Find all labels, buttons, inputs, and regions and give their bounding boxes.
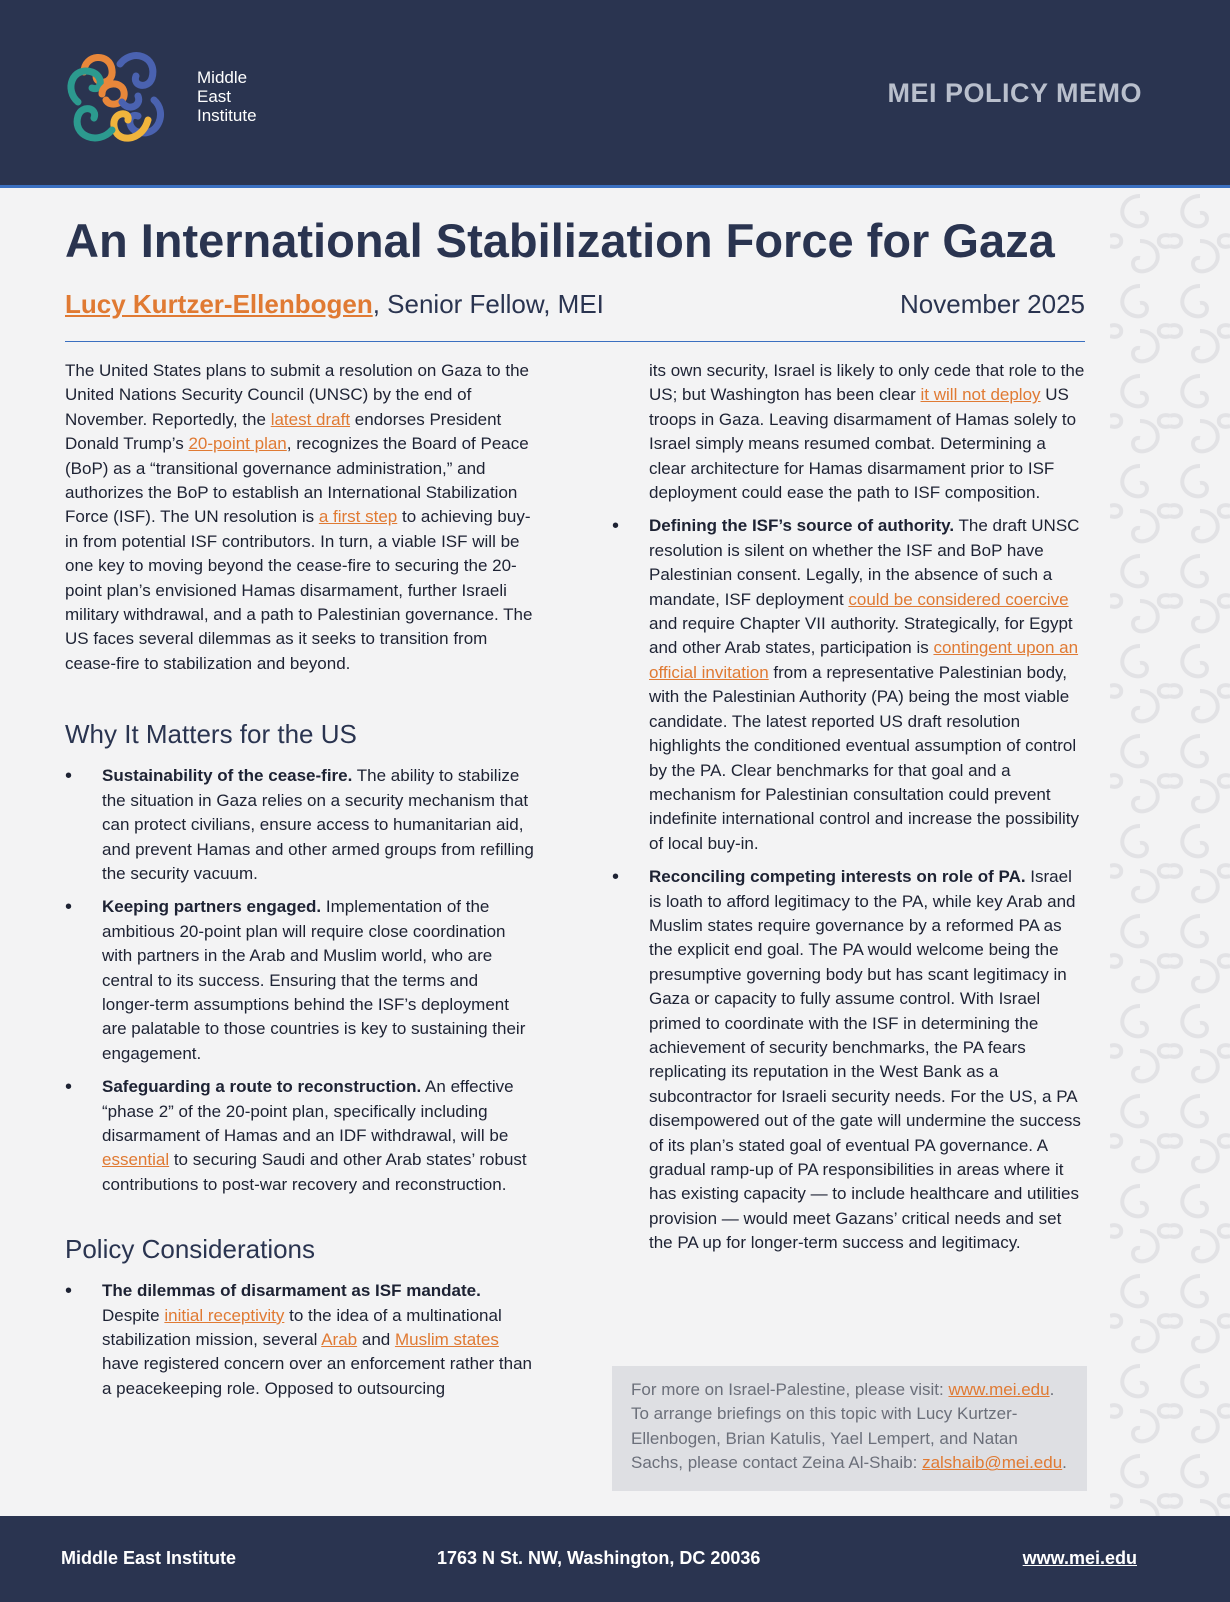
page-title: An International Stabilization Force for Gaza: [65, 214, 1055, 267]
info-text: .: [1062, 1453, 1067, 1473]
bullet-text: to the idea of a multinational stabilization mission, several: [102, 1305, 502, 1349]
twenty-point-plan-link[interactable]: 20-point plan: [188, 434, 287, 454]
bullet-text: to securing Saudi and other Arab states’ robust contributions to post-war recovery and reconstruction.: [102, 1150, 527, 1194]
bullet-lead: Reconciling competing interests on role of PA.: [649, 867, 1026, 887]
page-footer: [0, 1516, 1230, 1602]
bullet-text: Israel is loath to afford legitimacy to the PA, while key Arab and Muslim states require governance by a reformed PA as the explicit end goal. The PA would welcome being the presumptive governing body but has scant legitimacy in Gaza or capacity to fully assume control. With Israel primed to coordinate with the ISF in determining the achievement of security benchmarks, the PA fears replicating its reputation in the West Bank as a subcontractor for Israeli security needs. For the US, a PA disempowered out of the gate will undermine the success of its plan’s stated goal of eventual PA governance. A gradual ramp-up of PA responsibilities in areas where it has existing capacity — to include healthcare and utilities provision — would meet Gazans’ critical needs and set the PA up for longer-term success and legitimacy.: [649, 867, 1081, 1253]
bullet-text: and: [357, 1330, 395, 1349]
decorative-pattern-icon: [1110, 191, 1230, 1516]
bullet-lead: Sustainability of the cease-fire.: [102, 766, 353, 786]
logo-wordmark: [197, 68, 257, 125]
info-text: For more on Israel-Palestine, please visit:: [631, 1380, 949, 1399]
policy-list-continued: [612, 359, 1087, 1256]
latest-draft-link[interactable]: latest draft: [270, 409, 351, 429]
memo-label: MEI POLICY MEMO: [887, 78, 1142, 108]
initial-receptivity-link[interactable]: initial receptivity: [164, 1305, 285, 1325]
footer-address: 1763 N St. NW, Washington, DC 20036: [437, 1548, 761, 1568]
intro-text: endorses President Donald Trump’s: [65, 409, 502, 454]
list-item: [65, 1279, 535, 1401]
byline: [65, 287, 1085, 323]
logo-line: East: [197, 87, 232, 106]
left-column: [65, 359, 535, 1410]
bullet-lead: The dilemmas of disarmament as ISF mandate.: [102, 1281, 481, 1301]
why-list: [65, 764, 535, 1197]
logo-line: Middle: [197, 68, 248, 87]
list-item: [612, 514, 1087, 856]
intro-paragraph: [65, 359, 535, 676]
bullet-text: have registered concern over an enforcement rather than a peacekeeping role. Opposed to outsourcing: [102, 1354, 532, 1398]
list-item: [65, 895, 535, 1066]
section-heading-why: Why It Matters for the US: [65, 719, 357, 750]
bullet-lead: Safeguarding a route to reconstruction.: [102, 1077, 422, 1097]
bullet-text: its own security, Israel is likely to only cede that role to the US; but Washington has been clear: [649, 361, 1085, 405]
coercive-link[interactable]: could be considered coercive: [848, 589, 1069, 609]
list-item: [612, 359, 1087, 505]
official-invitation-link[interactable]: contingent upon an official invitation: [649, 638, 1079, 682]
will-not-deploy-link[interactable]: it will not deploy: [920, 385, 1041, 405]
bullet-text: Despite: [102, 1305, 165, 1325]
page-header: [0, 0, 1230, 188]
section-heading-policy: Policy Considerations: [65, 1234, 316, 1265]
list-item: [65, 764, 535, 886]
bullet-lead: Defining the ISF’s source of authority.: [649, 516, 955, 536]
right-column: [612, 359, 1087, 1265]
bullet-text: Implementation of the ambitious 20-point plan will require close coordination with partners in the Arab and Muslim world, who are central to its success. Ensuring that the terms and longer-term assumptions behind the ISF’s deployment are palatable to those countries is key to sustaining their engagement.: [102, 897, 526, 1063]
title-divider: [65, 341, 1085, 342]
publication-date: November 2025: [900, 289, 1085, 319]
bullet-text: An effective “phase 2” of the 20-point plan, specifically including disarmament of Hamas and an IDF withdrawal, will be: [102, 1077, 514, 1145]
footer-org: Middle East Institute: [61, 1548, 237, 1568]
bullet-text: The ability to stabilize the situation in Gaza relies on a security mechanism that can protect civilians, ensure access to humanitarian aid, and prevent Hamas and other armed groups from refilling the security vacuum.: [102, 766, 534, 883]
bullet-lead: Keeping partners engaged.: [102, 897, 322, 917]
intro-text: to achieving buy-in from potential ISF contributors. In turn, a viable ISF will be one key to moving beyond the cease-fire to securing the 20-point plan’s envisioned Hamas disarmament, further Israeli military withdrawal, and a path to Palestinian governance. The US faces several dilemmas as it seeks to transition from cease-fire to stabilization and beyond.: [65, 507, 533, 673]
bullet-text: from a representative Palestinian body, with the Palestinian Authority (PA) being the most viable candidate. The latest reported US draft resolution highlights the conditioned eventual assumption of control by the PA. Clear benchmarks for that goal and a mechanism for Palestinian consultation could prevent indefinite international control and increase the possibility of local buy-in.: [649, 662, 1079, 853]
contact-info-box: [612, 1366, 1087, 1491]
contact-email-link[interactable]: zalshaib@mei.edu: [922, 1453, 1063, 1473]
essential-link[interactable]: essential: [102, 1150, 170, 1170]
info-text: . To arrange briefings on this topic with Lucy Kurtzer-Ellenbogen, Brian Katulis, Yael Lempert, and Natan Sachs, please contact Zeina Al-Shaib:: [631, 1380, 1055, 1473]
author-link[interactable]: Lucy Kurtzer-Ellenbogen: [65, 289, 373, 319]
bullet-text: US troops in Gaza. Leaving disarmament of Hamas solely to Israel simply means resumed combat. Determining a clear architecture for Hamas disarmament prior to ISF deployment could ease the path to ISF composition.: [649, 385, 1077, 503]
intro-text: The United States plans to submit a resolution on Gaza to the United Nations Security Council (UNSC) by the end of November. Reportedly, the: [65, 361, 529, 429]
mei-website-link[interactable]: www.mei.edu: [948, 1380, 1050, 1399]
first-step-link[interactable]: a first step: [318, 507, 398, 527]
intro-text: , recognizes the Board of Peace (BoP) as a “transitional governance administration,” and authorizes the BoP to establish an International Stabilization Force (ISF). The UN resolution is: [65, 434, 529, 527]
list-item: [612, 865, 1087, 1256]
logo-line: Institute: [197, 106, 257, 125]
footer-website-link[interactable]: www.mei.edu: [1022, 1548, 1137, 1568]
list-item: [65, 1075, 535, 1197]
bullet-text: and require Chapter VII authority. Strategically, for Egypt and other Arab states, participation is: [649, 614, 1073, 658]
author-role: , Senior Fellow, MEI: [372, 289, 604, 319]
arab-link[interactable]: Arab: [321, 1330, 358, 1349]
policy-list: [65, 1279, 535, 1401]
mei-logo-icon: [62, 42, 172, 152]
bullet-text: The draft UNSC resolution is silent on whether the ISF and BoP have Palestinian consent. Legally, in the absence of such a mandate, ISF deployment: [649, 516, 1080, 609]
muslim-states-link[interactable]: Muslim states: [394, 1330, 499, 1349]
